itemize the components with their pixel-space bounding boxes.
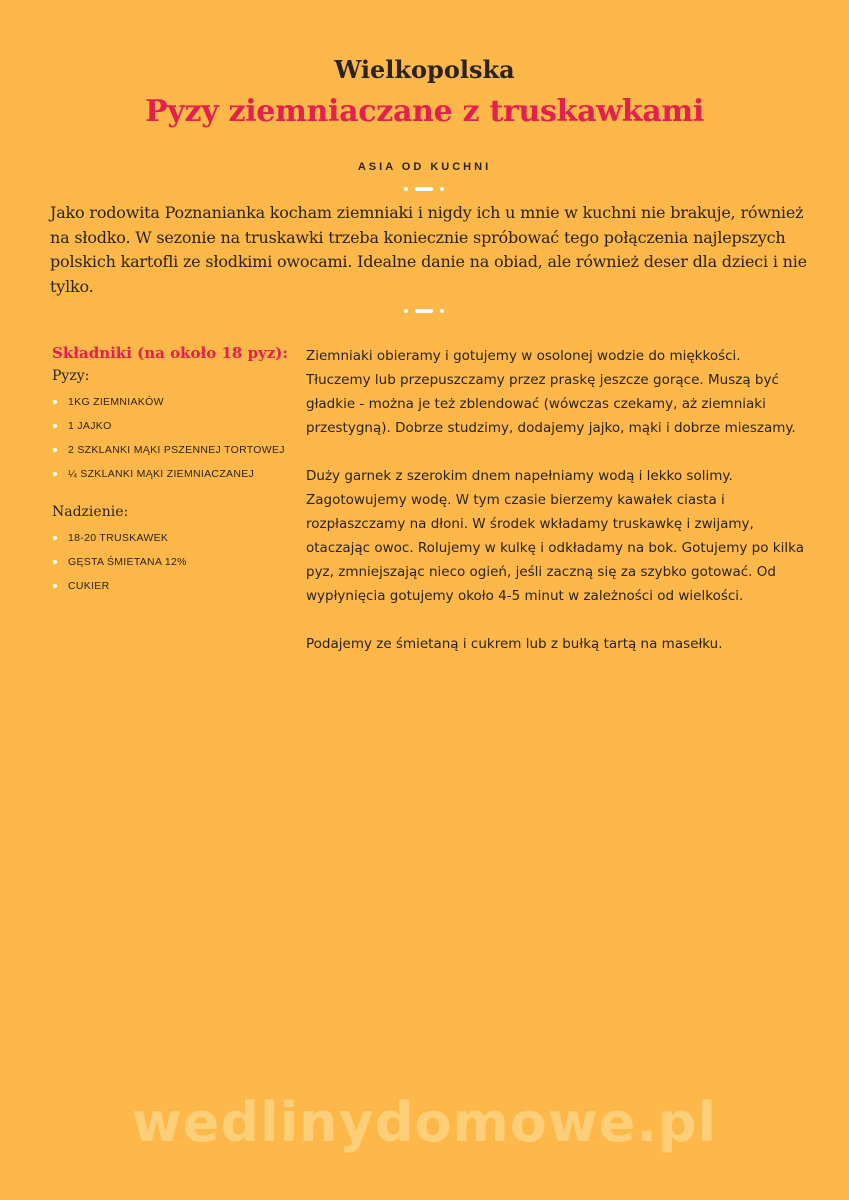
method-section (306, 344, 806, 680)
ingredients-section (52, 342, 292, 598)
ingredient-text: ¼ SZKLANKI MĄKI ZIEMNIACZANEJ (68, 468, 255, 480)
bullet-icon (53, 448, 57, 452)
method-step: Podajemy ze śmietaną i cukrem lub z bułką tartą na masełku. (306, 636, 723, 652)
divider-dot (440, 187, 444, 191)
ingredient-item (52, 414, 292, 438)
ingredient-text: 1KG ZIEMNIAKÓW (68, 396, 164, 408)
ingredient-item (52, 550, 292, 574)
ingredient-item (52, 390, 292, 414)
divider-dash (415, 187, 433, 191)
intro-paragraph: Jako rodowita Poznanianka kocham ziemniaki i nigdy ich u mnie w kuchni nie brakuje, również na słodko. W sezonie na truskawki trzeba koniecznie spróbować tego połączenia najlepszych polskich kartofli ze słodkimi owocami. Idealne danie na obiad, ale również deser dla dzieci i nie tylko. (50, 203, 807, 296)
ingredient-text: GĘSTA ŚMIETANA 12% (68, 556, 187, 568)
ingredient-item (52, 574, 292, 598)
bullet-icon (53, 560, 57, 564)
method-step: Ziemniaki obieramy i gotujemy w osolonej wodzie do miękkości. Tłuczemy lub przepuszczamy przez praskę jeszcze gorące. Muszą być gładkie - można je też zblendować (wówczas czekamy, aż ziemniaki przestygną). Dobrze studzimy, dodajemy jajko, mąki i dobrze mieszamy. (306, 348, 796, 436)
divider-dot (404, 187, 408, 191)
ingredient-text: 18-20 TRUSKAWEK (68, 532, 169, 544)
ingredient-group-title: Pyzy: (52, 368, 90, 384)
divider-dash (415, 309, 433, 313)
ingredient-item (52, 526, 292, 550)
bullet-icon (53, 536, 57, 540)
bullet-icon (53, 400, 57, 404)
divider-bottom (404, 308, 444, 314)
divider-dot (440, 309, 444, 313)
divider-dot (404, 309, 408, 313)
recipe-title: Pyzy ziemniaczane z truskawkami (145, 94, 704, 129)
ingredient-text: 1 JAJKO (68, 420, 112, 432)
watermark: wedlinydomowe.pl (131, 1091, 718, 1154)
region-heading: Wielkopolska (334, 55, 515, 84)
ingredient-list-filling (52, 526, 292, 598)
ingredient-list-dough (52, 390, 292, 486)
ingredient-group-title: Nadzienie: (52, 504, 129, 520)
bullet-icon (53, 472, 57, 476)
author-label: ASIA OD KUCHNI (357, 161, 492, 173)
ingredient-item (52, 438, 292, 462)
bullet-icon (53, 584, 57, 588)
ingredient-text: CUKIER (68, 580, 110, 592)
bullet-icon (53, 424, 57, 428)
method-step: Duży garnek z szerokim dnem napełniamy wodą i lekko solimy. Zagotowujemy wodę. W tym czasie bierzemy kawałek ciasta i rozpłaszczamy na dłoni. W środek wkładamy truskawkę i zwijamy, otaczając owoc. Rolujemy w kulkę i odkładamy na bok. Gotujemy po kilka pyz, zmniejszając nieco ogień, jeśli zaczną się za szybko gotować. Od wypłynięcia gotujemy około 4-5 minut w zależności od wielkości. (306, 468, 804, 604)
ingredient-text: 2 SZKLANKI MĄKI PSZENNEJ TORTOWEJ (68, 444, 285, 456)
ingredient-item (52, 462, 292, 486)
divider-top (404, 186, 444, 192)
ingredients-heading: Składniki (na około 18 pyz): (52, 344, 288, 362)
